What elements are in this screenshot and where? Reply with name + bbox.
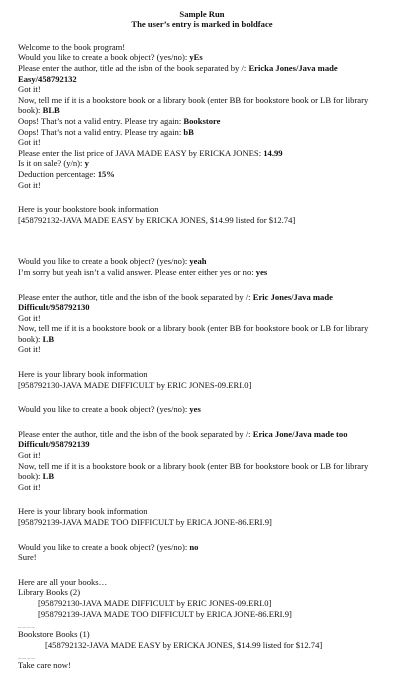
sample-run-transcript [18,42,386,671]
program-output: Got it! [18,312,41,323]
transcript-line [18,52,386,63]
program-output: [958792139-JAVA MADE TOO DIFFICULT by ERICA JONE-86.ERI.9] [38,608,292,619]
transcript-line [18,609,386,620]
transcript-line [18,148,386,159]
transcript-line [18,429,386,450]
program-output: Here is your bookstore book information [18,204,159,215]
transcript-line [18,542,386,553]
line-gap [18,190,386,204]
transcript-line [18,577,386,588]
transcript-line [18,292,386,313]
user-entry: yeah [189,256,207,267]
transcript-line [18,450,386,461]
transcript-line [18,116,386,127]
transcript-line [18,640,386,651]
transcript-line [18,313,386,324]
transcript-line [18,587,386,598]
section-separator: ____ [18,652,36,661]
transcript-line [18,660,386,671]
program-output: Now, tell me if it is a bookstore book or a library book (enter BB for bookstore book or LB for library book): [18,323,371,344]
line-gap [18,415,386,429]
transcript-line [18,169,386,180]
document-subtitle: The user’s entry is marked in boldface [131,19,273,30]
line-gap [18,563,386,577]
program-output: [958792139-JAVA MADE TOO DIFFICULT by ERICA JONE-86.ERI.9] [18,517,272,527]
program-output: Got it! [18,137,41,148]
transcript-line [18,158,386,169]
transcript-line [18,180,386,191]
transcript-line [18,552,386,563]
user-entry: yes [189,404,201,415]
user-entry: yes [255,266,268,277]
transcript-line [18,137,386,148]
document-title: Sample Run [179,9,225,19]
program-output: Welcome to the book program! [18,41,126,52]
program-output: [458792132-JAVA MADE EASY by ERICKA JONES, $14.99 listed for $12.74] [18,214,296,225]
program-output: Got it! [18,344,41,355]
transcript-line [18,344,386,355]
user-entry: no [189,541,199,552]
program-output: Here is your library book information [18,506,148,517]
user-entry: y [84,158,89,169]
user-entry: Bookstore [183,115,221,126]
program-output: Would you like to create a book object? (yes/no): [18,52,190,63]
transcript-line [18,380,386,391]
program-output: Here is your library book information [18,369,148,380]
program-output: [458792132-JAVA MADE EASY by ERICKA JONES, $14.99 listed for $12.74] [45,639,323,650]
program-output: Please enter the author, title and the isbn of the book separated by /: [18,428,253,439]
program-output: Bookstore Books (1) [18,629,90,640]
program-output: Now, tell me if it is a bookstore book or a library book (enter BB for bookstore book or LB for library book): [18,460,371,482]
program-output: Please enter the author, title ad the isbn of the book separated by /: [18,63,249,73]
transcript-line [18,369,386,380]
program-output: Would you like to create a book object? (yes/no): [18,404,190,415]
program-output: Please enter the author, title and the isbn of the book separated by /: [18,291,253,302]
transcript-line [18,598,386,609]
transcript-line [18,204,386,215]
transcript-line [18,323,386,344]
program-output: [958792130-JAVA MADE DIFFICULT by ERIC JONES-09.ERI.0] [38,597,272,608]
user-entry: yEs [189,52,203,63]
program-output: Got it! [18,84,41,95]
transcript-line [18,215,386,226]
program-output: Deduction percentage: [18,168,98,179]
program-output: Got it! [18,179,41,190]
user-entry: bB [183,126,194,137]
program-output: Got it! [18,450,41,461]
transcript-line [18,95,386,116]
user-entry: Erica Jone/Java made too Difficult/958792139 [18,428,350,450]
user-entry: 15% [97,168,115,179]
transcript-line [18,42,386,53]
document-header [18,9,386,30]
line-gap [18,390,386,404]
section-separator: ____ [18,621,36,630]
user-entry: BLB [42,105,60,116]
transcript-line [18,267,386,278]
program-output: Here are all your books… [18,576,108,587]
program-output: Oops! That’s not a valid entry. Please try again: [18,115,184,126]
transcript-line [18,517,386,528]
user-entry: 14.99 [263,147,283,158]
user-entry: Eric Jones/Java made Difficult/958792130 [18,291,336,313]
line-gap [18,492,386,506]
program-output: [958792130-JAVA MADE DIFFICULT by ERIC JONES-09.ERI.0] [18,379,252,390]
program-output: Oops! That’s not a valid entry. Please try again: [18,126,184,137]
line-gap [18,528,386,542]
transcript-line [18,482,386,493]
program-output: Got it! [18,481,41,492]
user-entry: LB [42,471,55,482]
program-output: Sure! [18,552,37,563]
program-output: Library Books (2) [18,587,81,598]
transcript-line [18,461,386,482]
transcript-line [18,127,386,138]
transcript-line [18,629,386,640]
transcript-line [18,506,386,517]
user-entry: Ericka Jones/Java made Easy/458792132 [18,63,340,84]
transcript-line [18,63,386,84]
user-entry: LB [42,333,55,344]
program-output: Please enter the list price of JAVA MADE EASY by ERICKA JONES: [18,147,264,158]
program-output: I’m sorry but yeah isn’t a valid answer. Please enter either yes or no: [18,266,256,277]
program-output: Now, tell me if it is a bookstore book or a library book (enter BB for bookstore book or LB for library book): [18,94,371,116]
program-output: Would you like to create a book object? (yes/no): [18,256,190,267]
line-gap [18,355,386,369]
transcript-line [18,404,386,415]
line-gap [18,225,386,256]
program-output: Take care now! [18,660,71,671]
transcript-line [18,256,386,267]
program-output: Would you like to create a book object? (yes/no): [18,541,190,552]
program-output: Is it on sale? (y/n): [18,158,85,169]
transcript-line [18,84,386,95]
line-gap [18,278,386,292]
